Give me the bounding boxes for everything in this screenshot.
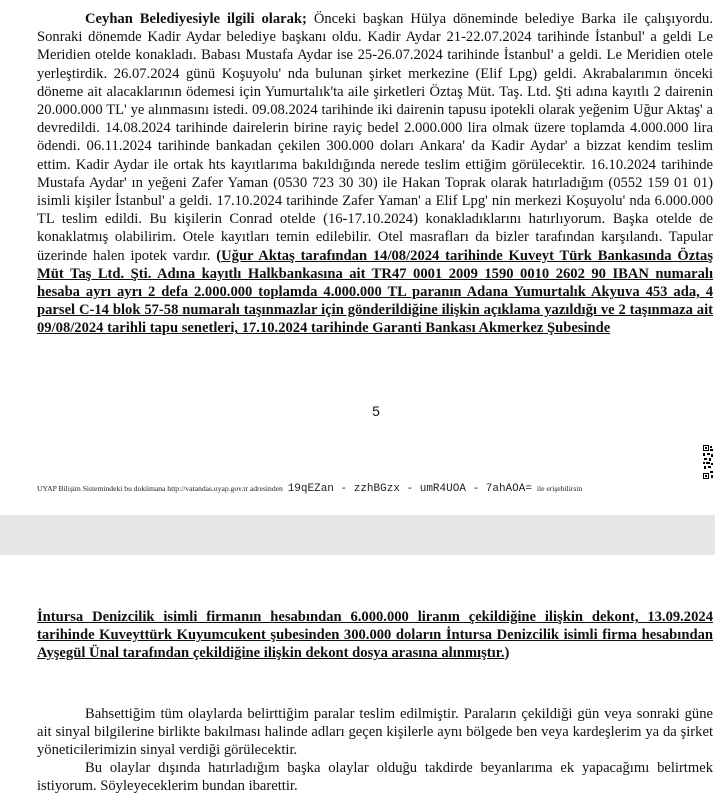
- footer-suffix: ile erişebilirsin: [536, 484, 583, 493]
- evidence-note-part1: Uğur Aktaş tarafından 14/08/2024 tarihinde Kuveyt Türk Bankasında Öztaş Müt Taş Ltd. Şti. Adına kayıtlı Halkbankasına ait TR47 0001 2009 1590 0010 2602 90 IBAN numaralı hesaba ayrı ayrı 2 defa 2.000.000 toplamda 4.000.000 TL paranın Adana Yumurtalık Akyuva 453 ada, 4 parsel C-14 blok 57-58 numaralı taşınmazlar için gönderildiğine ilişkin açıklama yazıldığı ve 2 taşınmaza ait 09/08/2024 tarihli tapu senetleri, 17.10.2024 tarihinde Garanti Bankası Akmerkez Şubesinde: [37, 247, 714, 337]
- page-separator: [0, 515, 715, 555]
- statement-paragraph-closing: Bu olaylar dışında hatırladığım başka olaylar olduğu takdirde beyanlarıma ek yapacağımı belirtmek istiyorum. Söyleyeceklerim bundan ibarettir.: [37, 760, 713, 795]
- footer-prefix: UYAP Bilişim Sistemindeki bu dokümana http://vatandas.uyap.gov.tr adresinden: [37, 484, 283, 493]
- uyap-verification-footer: [37, 483, 697, 495]
- evidence-note-continued: [37, 608, 713, 663]
- evidence-close-paren: ): [504, 645, 510, 662]
- statement-paragraph-payments: Bahsettiğim tüm olaylarda belirttiğim paralar teslim edilmiştir. Paraların çekildiği gün veya sonraki güne ait sinyal bilgilerine birlikte bakılması halinde adları geçen kişilerle aynı bölgede ben veya kardeşlerim ya da şirket yöneticilerimizin sinyal verdiği görülecektir.: [37, 706, 713, 759]
- evidence-note-part2: İntursa Denizcilik isimli firmanın hesabından 6.000.000 liranın çekildiğine ilişkin dekont, 13.09.2024 tarihinde Kuveyttürk Kuyumcukent şubesinden 300.000 doların İntursa Denizcilik isimli firma hesabından Ayşegül Ünal tarafından çekildiğine ilişkin dekont dosya arasına alınmıştır.: [37, 609, 713, 662]
- section-heading: Ceyhan Belediyesiyle ilgili olarak;: [85, 11, 307, 27]
- qr-code-icon: [702, 444, 714, 480]
- document-page-2: [0, 555, 715, 799]
- evidence-open-paren: (: [216, 247, 222, 264]
- footer-verification-code: 19qEZan - zzhBGzx - umR4UOA - 7ahAOA=: [287, 483, 532, 495]
- page-number: 5: [372, 403, 380, 419]
- statement-paragraph-ceyhan: [37, 10, 713, 338]
- statement-body: Önceki başkan Hülya döneminde belediye Barka ile çalışıyordu. Sonraki dönemde Kadir Aydar belediye başkanı oldu. Kadir Aydar 21-22.07.2024 tarihinde İstanbul' a geldi Le Meridien otelde konakladı. Babası Mustafa Aydar ise 25-26.07.2024 tarihinde İstanbul' a geldi. Le Meridien otele yerleştirdik. 26.07.2024 günü Koşuyolu' nda bulunan şirket merkezine (Elif Lpg) geldi. Akrabalarımın önceki döneme ait alacaklarının ödemesi için Yumurtalık'ta aile şirketleri Öztaş Müt. Taş. Ltd. Şti adına kayıtlı 2 dairenin 20.000.000 TL' ye alınmasını istedi. 09.08.2024 tarihinde iki dairenin tapusu ipotekli olarak yeğenim Uğur Aktaş' a devredildi. 14.08.2024 tarihinde dairelerin birine rayiç bedel 2.000.000 lira olmak üzere toplamda 4.000.000 lira ödendi. 06.11.2024 tarihinde bankadan çekilen 300.000 doları Ankara' da Kadir Aydar' a bizzat kendim teslim ettim. Kadir Aydar ile ortak hts kayıtlarıma bakıldığında nerede teslim ettiğim görülecektir. 16.10.2024 tarihinde Mustafa Aydar' ın yeğeni Zafer Yaman (0530 723 30 30) ile Hakan Toprak olarak hatırladığım (0552 159 01 01) isimli kişiler İstanbul' a geldi. 17.10.2024 tarihinde Zafer Yaman' a Elif Lpg' nin merkezi Koşuyolu' nda 6.000.000 TL teslim edildi. Bu kişilerin Conrad otelde (16-17.10.2024) konakladıklarını hatırlıyorum. Başka otelde de konaklatmış olabilirim. Otele kayıtları temin edilebilir. Otel masrafları da bizler tarafından karşılandı. Tapular üzerinde halen ipotek vardır.: [37, 11, 713, 264]
